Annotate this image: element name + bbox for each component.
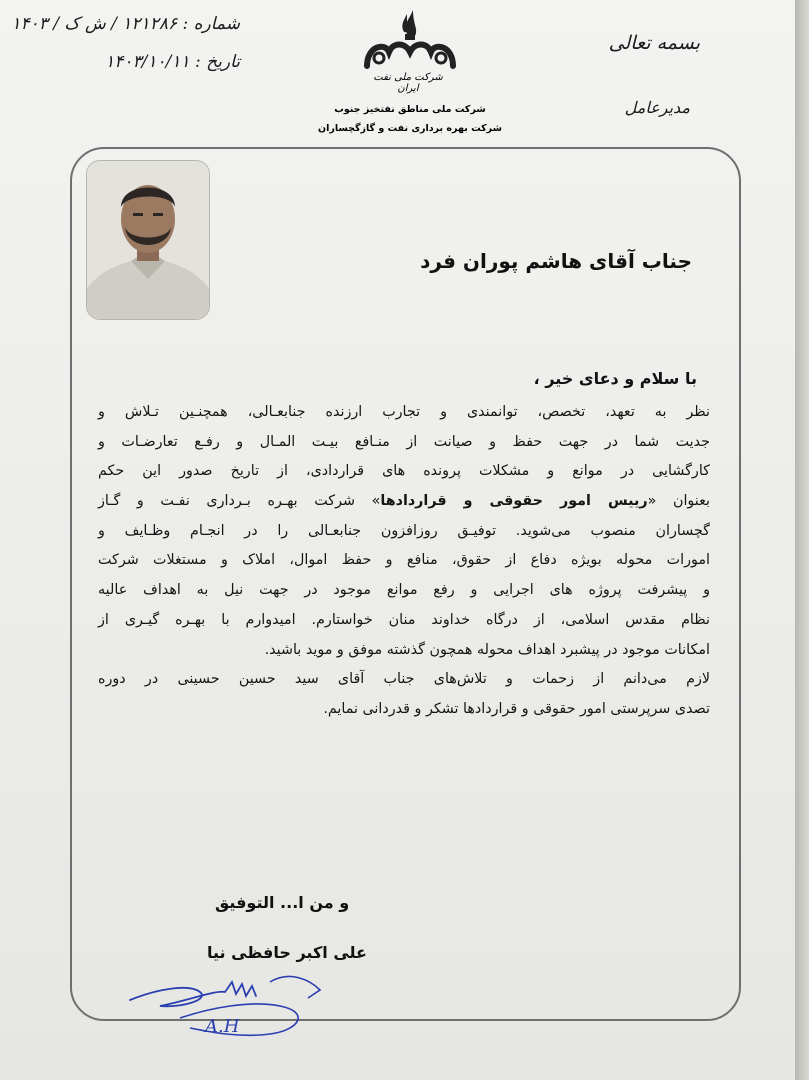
portrait-image xyxy=(87,161,209,319)
body-line: نظر به تعهد، تخصص، توانمندی و تجارب ارزنده جنابعـالی، همچنـین تـلاش و xyxy=(98,404,710,420)
flame-logo-icon xyxy=(355,6,465,76)
logo-caption: شرکت ملی نفت ایران xyxy=(373,72,443,94)
office-title: مدیرعامل xyxy=(624,98,690,117)
handwritten-signature xyxy=(120,970,340,1055)
body-line: کارگشایی در موانع و مشکلات پرونده های قراردادی، از تاریخ صدور این حکم xyxy=(98,463,710,480)
svg-text:A.H: A.H xyxy=(205,1016,240,1037)
body-line: تصدی سرپرستی امور حقوقی و قراردادها تشکر و قدردانی نمایم. xyxy=(323,700,710,717)
body-line: جدیت شما در جهت حفظ و صیانت از منـافع بیـت المـال و رفـع تعارضـات و xyxy=(98,433,710,450)
bismillah: بسمه تعالی xyxy=(608,32,700,54)
signer-name: علی اکبر حافظی نیا xyxy=(207,943,367,962)
body-line-title xyxy=(98,487,710,517)
letter-reference xyxy=(11,14,240,90)
nioc-logo xyxy=(355,6,465,96)
body-line: لازم می‌دانم از زحمات و تلاش‌های جناب آقای سید حسین حسینی در دوره xyxy=(98,671,710,688)
body-line: امکانات موجود در پیشبرد اهداف محوله همچون گذشته موفق و موید باشید. xyxy=(264,641,710,658)
title-prefix: بعنوان « xyxy=(647,493,710,510)
letter-body xyxy=(98,398,710,725)
letter-date: تاریخ : ۱۴۰۳/۱۰/۱۱ xyxy=(105,52,240,72)
position-title: رییس امور حقوقی و قراردادها xyxy=(380,493,648,510)
org-name-secondary: شرکت بهره برداری نفت و گازگچساران xyxy=(318,123,502,134)
body-line: نظام مقدس اسلامی، از درگاه خداوند منان خواستارم. امیدوارم با بهـره گیـری از xyxy=(98,611,710,628)
body-line: گچساران منصوب می‌شوید. توفیـق روزافزون جنابعـالی را در انجـام وظـایف و xyxy=(98,522,710,539)
title-suffix: » شرکت بهـره بـرداری نفـت و گـاز xyxy=(98,493,381,510)
body-line: امورات محوله بویژه دفاع از حقوق، منافع و حفظ اموال، املاک و مستغلات شرکت xyxy=(98,552,710,569)
closing-phrase: و من ا... التوفیق xyxy=(215,893,350,912)
letter-number: شماره : ۱۲۱۲۸۶ / ش ک / ۱۴۰۳ xyxy=(11,14,240,34)
greeting: با سلام و دعای خیر ، xyxy=(533,369,697,388)
org-name-primary: شرکت ملی مناطق نفتخیز جنوب xyxy=(334,104,486,115)
letter-invocation xyxy=(540,32,700,117)
body-line: و پیشرفت پروژه های اجرایی و رفع موانع موجود در جهت نیل به اهداف عالیه xyxy=(98,582,710,599)
page-edge xyxy=(795,0,809,1080)
portrait-photo xyxy=(86,160,210,320)
letterhead xyxy=(300,6,520,134)
addressee: جناب آقای هاشم پوران فرد xyxy=(420,249,692,273)
